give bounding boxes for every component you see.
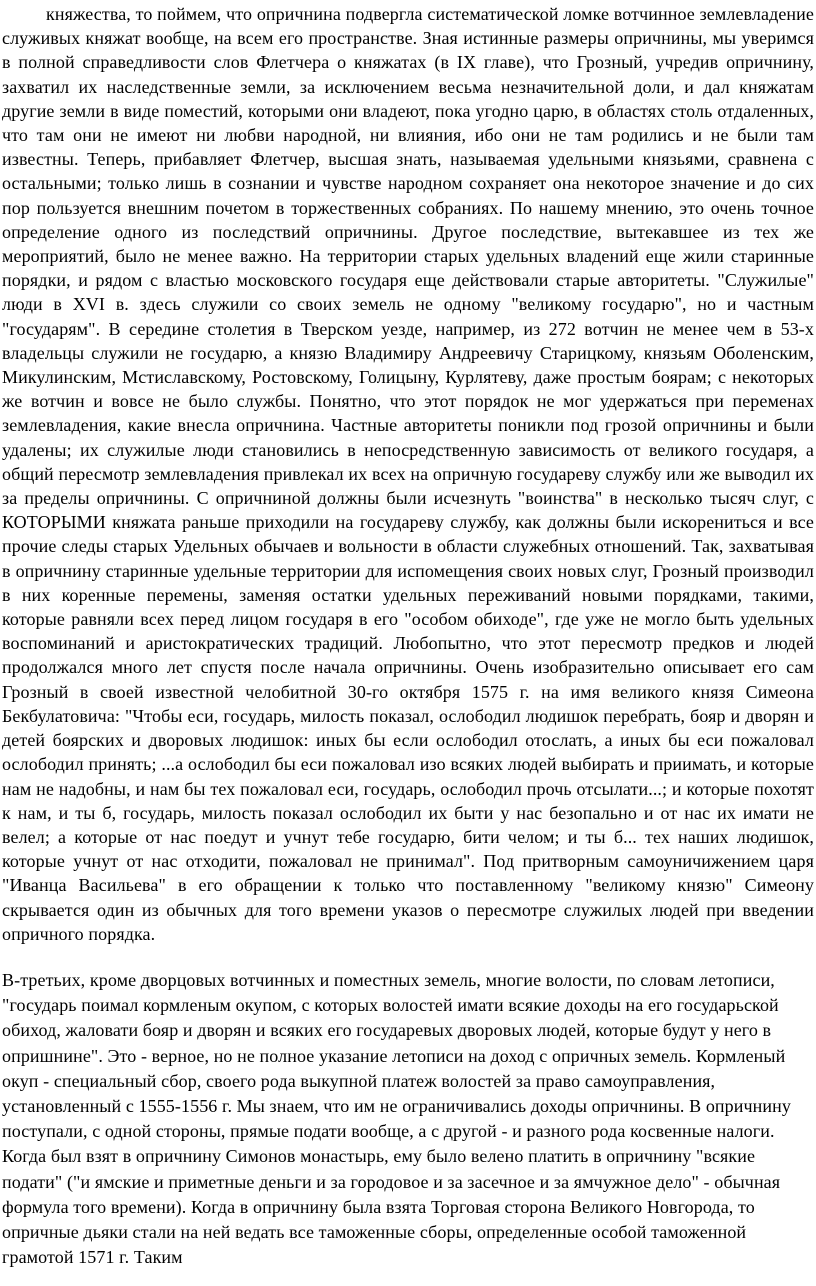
paragraph-1: княжества, то поймем, что опричнина подвергла систематической ломке вотчинное землевладение служивых княжат вообще, на всем его пространстве. Зная истинные размеры опричнины, мы уверимся в полной справедливости слов Флетчера о княжатах (в IX главе), что Грозный, учредив опричнину, захватил их наследственные земли, за исключением весьма незначительной доли, и дал княжатам другие земли в виде поместий, которыми они владеют, пока угодно царю, в областях столь отдаленных, что там они не имеют ни любви народной, ни влияния, ибо они не там родились и не были там известны. Теперь, прибавляет Флетчер, высшая знать, называемая удельными князьями, сравнена с остальными; только лишь в сознании и чувстве народном сохраняет она некоторое значение и до сих пор пользуется внешним почетом в торжественных собраниях. По нашему мнению, это очень точное определение одного из последствий опричнины. Другое последствие, вытекавшее из тех же мероприятий, было не менее важно. На территории старых удельных владений еще жили старинные порядки, и рядом с властью московского государя еще действовали старые авторитеты. "Служилые" люди в XVI в. здесь служили со своих земель не одному "великому государю", но и частным "государям". В середине столетия в Тверском уезде, например, из 272 вотчин не менее чем в 53-х владельцы служили не государю, а князю Владимиру Андреевичу Старицкому, князьям Оболенским, Микулинским, Мстиславскому, Ростовскому, Голицыну, Курлятеву, даже простым боярам; с некоторых же вотчин и вовсе не было службы. Понятно, что этот порядок не мог удержаться при переменах землевладения, какие внесла опричнина. Частные авторитеты поникли под грозой опричнины и были удалены; их служилые люди становились в непосредственную зависимость от великого государя, а общий пересмотр землевладения привлекал их всех на опричную государеву службу или же выводил их за пределы опричнины. С опричниной должны были исчезнуть "воинства" в несколько тысяч слуг, с КОТОРЫМИ княжата раньше приходили на государеву службу, как должны были искорениться и все прочие следы старых Удельных обычаев и вольности в области служебных отношений. Так, захватывая в опричнину старинные удельные территории для испомещения своих новых слуг, Грозный производил в них коренные перемены, заменяя остатки удельных переживаний новыми порядками, такими, которые равняли всех перед лицом государя в его "особом обиходе", где уже не могло быть удельных воспоминаний и аристократических традиций. Любопытно, что этот пересмотр предков и людей продолжался много лет спустя после начала опричнины. Очень изобразительно описывает его сам Грозный в своей известной челобитной 30-го октября 1575 г. на имя великого князя Симеона Бекбулатовича: "Чтобы еси, государь, милость показал, ослободил людишок перебрать, бояр и дворян и детей боярских и дворовых людишок: иных бы если ослободил отослать, а иных бы еси пожаловал ослободил принять; ...а ослободил бы еси пожаловал изо всяких людей выбирать и приимать, и которые нам не надобны, и нам бы тех пожаловал еси, государь, ослободил прочь отсылати...; и которые похотят к нам, и ты б, государь, милость показал ослободил их быти у нас безопально и от нас их имати не велел; а которые от нас поедут и учнут тебе государю, бити челом; и ты б... тех наших людишок, которые учнут от нас отходити, пожаловал не принимал". Под притворным самоуничижением царя "Иванца Васильева" в его обращении к только что поставленному "великому князю" Симеону скрывается один из обычных для того времени указов о пересмотре служилых людей при введении опричного порядка.: [2, 4, 814, 944]
paragraph-2: В-третьих, кроме дворцовых вотчинных и поместных земель, многие волости, по словам летописи, "государь поимал кормленым окупом, с которых волостей имати всякие доходы на его государьской обиход, жаловати бояр и дворян и всяких его государевых дворовых людей, которые будут у него в опришнине". Это - верное, но не полное указание летописи на доход с опричных земель. Кормленый окуп - специальный сбор, своего рода выкупной платеж волостей за право самоуправления, установленный с 1555-1556 г. Мы знаем, что им не ограничивались доходы опричнины. В опричнину поступали, с одной стороны, прямые подати вообще, а с другой - и разного рода косвенные налоги. Когда был взят в опричнину Симонов монастырь, ему было велено платить в опричнину "всякие подати" ("и ямские и приметные деньги и за городовое и за засечное и за ямчужное дело" - обычная формула того времени). Когда в опричнину была взята Торговая сторона Великого Новгорода, то опричные дьяки стали на ней ведать все таможенные сборы, определенные особой таможенной грамотой 1571 г. Таким: [2, 969, 791, 1268]
